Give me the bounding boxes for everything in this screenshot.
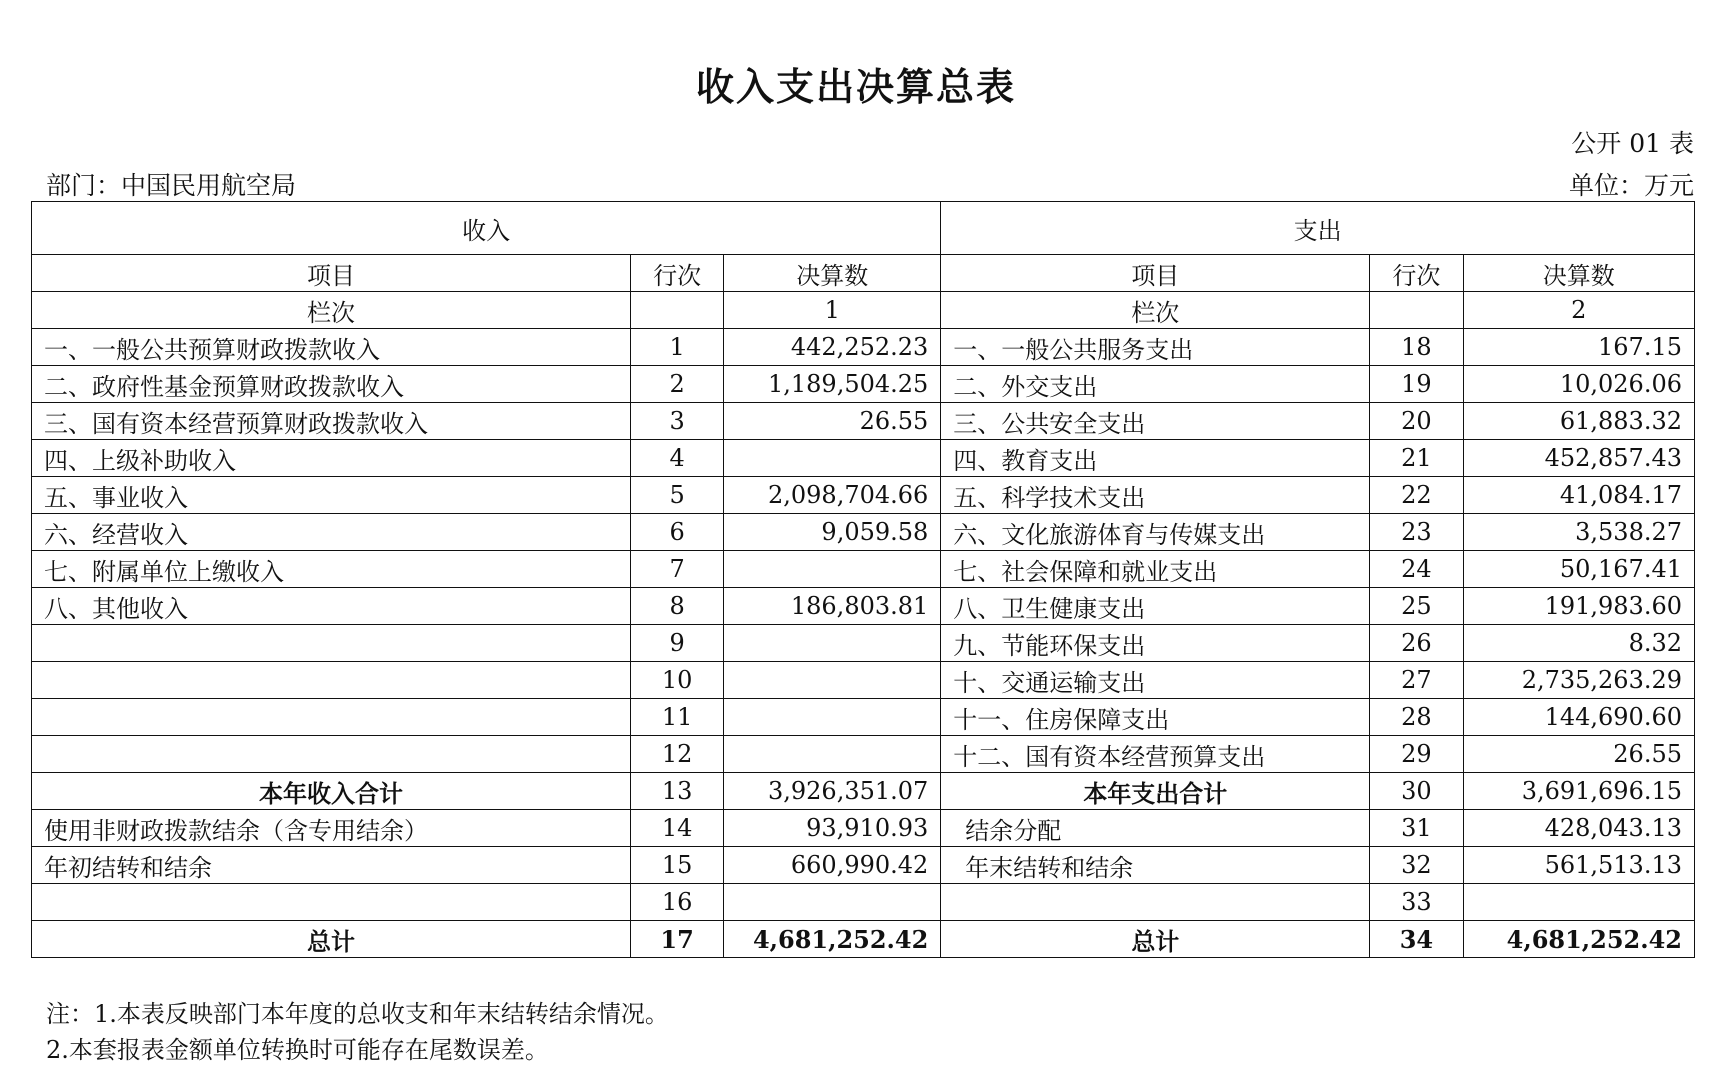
income-item-cell: 年初结转和结余 [32, 847, 631, 884]
table-row [32, 884, 1695, 921]
income-row-no-cell: 14 [631, 810, 724, 847]
income-item-cell [32, 884, 631, 921]
expense-row-no-cell: 31 [1370, 810, 1463, 847]
income-amount-cell: 4,681,252.42 [724, 921, 941, 958]
expense-column-number: 2 [1463, 292, 1694, 329]
income-amount-header: 决算数 [724, 255, 941, 292]
expense-amount-cell: 50,167.41 [1463, 551, 1694, 588]
expense-item-cell: 七、社会保障和就业支出 [941, 551, 1370, 588]
income-amount-cell: 9,059.58 [724, 514, 941, 551]
income-amount-cell: 186,803.81 [724, 588, 941, 625]
empty-cell [1370, 292, 1463, 329]
income-item-cell: 五、事业收入 [32, 477, 631, 514]
expense-amount-cell: 452,857.43 [1463, 440, 1694, 477]
table-row [32, 588, 1695, 625]
income-amount-cell: 3,926,351.07 [724, 773, 941, 810]
income-item-cell [32, 699, 631, 736]
income-column-label: 栏次 [32, 292, 631, 329]
income-row-no-cell: 2 [631, 366, 724, 403]
table-row [32, 440, 1695, 477]
expense-amount-cell: 10,026.06 [1463, 366, 1694, 403]
expense-item-cell: 三、公共安全支出 [941, 403, 1370, 440]
expense-item-cell: 六、文化旅游体育与传媒支出 [941, 514, 1370, 551]
report-title: 收入支出决算总表 [695, 65, 1016, 109]
income-row-no-cell: 11 [631, 699, 724, 736]
expense-amount-cell: 61,883.32 [1463, 403, 1694, 440]
expense-amount-cell: 144,690.60 [1463, 699, 1694, 736]
expense-amount-cell: 561,513.13 [1463, 847, 1694, 884]
expense-item-cell: 十一、住房保障支出 [941, 699, 1370, 736]
expense-item-cell: 八、卫生健康支出 [941, 588, 1370, 625]
income-amount-cell: 2,098,704.66 [724, 477, 941, 514]
expense-row-no-cell: 22 [1370, 477, 1463, 514]
income-row-no-cell: 8 [631, 588, 724, 625]
expense-amount-cell: 41,084.17 [1463, 477, 1694, 514]
expense-item-cell: 十二、国有资本经营预算支出 [941, 736, 1370, 773]
table-row [32, 810, 1695, 847]
table-row [32, 403, 1695, 440]
income-row-no-cell: 7 [631, 551, 724, 588]
column-number-row [32, 292, 1695, 329]
income-row-no-cell: 6 [631, 514, 724, 551]
expense-row-no-cell: 24 [1370, 551, 1463, 588]
income-amount-cell [724, 736, 941, 773]
income-amount-cell: 26.55 [724, 403, 941, 440]
income-item-cell: 八、其他收入 [32, 588, 631, 625]
expense-section-header: 支出 [941, 202, 1695, 255]
expense-amount-cell: 2,735,263.29 [1463, 662, 1694, 699]
expense-amount-cell: 191,983.60 [1463, 588, 1694, 625]
expense-item-cell: 总计 [941, 921, 1370, 958]
table-row [32, 514, 1695, 551]
income-row-no-cell: 13 [631, 773, 724, 810]
income-item-cell: 使用非财政拨款结余（含专用结余） [32, 810, 631, 847]
table-row [32, 477, 1695, 514]
expense-row-no-cell: 28 [1370, 699, 1463, 736]
table-row [32, 366, 1695, 403]
income-row-no-cell: 16 [631, 884, 724, 921]
income-item-cell: 六、经营收入 [32, 514, 631, 551]
expense-amount-cell: 428,043.13 [1463, 810, 1694, 847]
expense-amount-cell [1463, 884, 1694, 921]
expense-amount-cell: 167.15 [1463, 329, 1694, 366]
expense-row-no-cell: 30 [1370, 773, 1463, 810]
expense-amount-cell: 26.55 [1463, 736, 1694, 773]
section-header-row [32, 202, 1695, 255]
income-item-cell: 七、附属单位上缴收入 [32, 551, 631, 588]
income-row-no-cell: 4 [631, 440, 724, 477]
income-row-no-cell: 1 [631, 329, 724, 366]
expense-item-cell: 一、一般公共服务支出 [941, 329, 1370, 366]
expense-row-no-cell: 19 [1370, 366, 1463, 403]
expense-item-cell: 本年支出合计 [941, 773, 1370, 810]
income-item-cell: 总计 [32, 921, 631, 958]
income-item-cell: 二、政府性基金预算财政拨款收入 [32, 366, 631, 403]
expense-amount-cell: 3,691,696.15 [1463, 773, 1694, 810]
income-item-cell: 三、国有资本经营预算财政拨款收入 [32, 403, 631, 440]
total-row [32, 921, 1695, 958]
income-amount-cell: 93,910.93 [724, 810, 941, 847]
income-amount-cell [724, 699, 941, 736]
income-item-header: 项目 [32, 255, 631, 292]
expense-item-cell: 十、交通运输支出 [941, 662, 1370, 699]
income-amount-cell: 660,990.42 [724, 847, 941, 884]
expense-row-no-cell: 20 [1370, 403, 1463, 440]
unit-label: 单位：万元 [1568, 171, 1694, 200]
expense-item-cell [941, 884, 1370, 921]
income-row-no-cell: 12 [631, 736, 724, 773]
footnotes [46, 996, 669, 1068]
income-column-number: 1 [724, 292, 941, 329]
subtotal-row [32, 773, 1695, 810]
expense-row-no-cell: 26 [1370, 625, 1463, 662]
income-row-no-header: 行次 [631, 255, 724, 292]
income-amount-cell [724, 551, 941, 588]
table-row [32, 329, 1695, 366]
income-amount-cell: 1,189,504.25 [724, 366, 941, 403]
expense-amount-cell: 4,681,252.42 [1463, 921, 1694, 958]
expense-row-no-cell: 27 [1370, 662, 1463, 699]
income-section-header: 收入 [32, 202, 941, 255]
income-item-cell: 一、一般公共预算财政拨款收入 [32, 329, 631, 366]
income-expense-table [31, 201, 1695, 958]
expense-item-cell: 结余分配 [941, 810, 1370, 847]
table-row [32, 847, 1695, 884]
income-item-cell: 本年收入合计 [32, 773, 631, 810]
table-row [32, 699, 1695, 736]
expense-row-no-cell: 29 [1370, 736, 1463, 773]
income-amount-cell [724, 662, 941, 699]
table-row [32, 551, 1695, 588]
income-item-cell [32, 625, 631, 662]
expense-row-no-cell: 18 [1370, 329, 1463, 366]
expense-row-no-cell: 32 [1370, 847, 1463, 884]
income-item-cell: 四、上级补助收入 [32, 440, 631, 477]
income-row-no-cell: 9 [631, 625, 724, 662]
income-amount-cell [724, 884, 941, 921]
expense-row-no-cell: 34 [1370, 921, 1463, 958]
income-item-cell [32, 662, 631, 699]
expense-item-header: 项目 [941, 255, 1370, 292]
empty-cell [631, 292, 724, 329]
income-row-no-cell: 5 [631, 477, 724, 514]
income-row-no-cell: 3 [631, 403, 724, 440]
expense-column-label: 栏次 [941, 292, 1370, 329]
income-row-no-cell: 15 [631, 847, 724, 884]
expense-amount-cell: 3,538.27 [1463, 514, 1694, 551]
expense-row-no-cell: 21 [1370, 440, 1463, 477]
form-number: 公开 01 表 [1571, 129, 1694, 158]
income-amount-cell [724, 625, 941, 662]
expense-item-cell: 二、外交支出 [941, 366, 1370, 403]
income-item-cell [32, 736, 631, 773]
table-row [32, 625, 1695, 662]
expense-row-no-header: 行次 [1370, 255, 1463, 292]
expense-item-cell: 五、科学技术支出 [941, 477, 1370, 514]
income-row-no-cell: 17 [631, 921, 724, 958]
column-header-row [32, 255, 1695, 292]
expense-item-cell: 九、节能环保支出 [941, 625, 1370, 662]
income-amount-cell [724, 440, 941, 477]
income-row-no-cell: 10 [631, 662, 724, 699]
department-label: 部门：中国民用航空局 [46, 171, 297, 200]
table-row [32, 736, 1695, 773]
expense-row-no-cell: 23 [1370, 514, 1463, 551]
footnote-2: 2.本套报表金额单位转换时可能存在尾数误差。 [46, 1036, 549, 1064]
table-row [32, 662, 1695, 699]
expense-row-no-cell: 25 [1370, 588, 1463, 625]
income-amount-cell: 442,252.23 [724, 329, 941, 366]
footnote-1: 注：1.本表反映部门本年度的总收支和年末结转结余情况。 [46, 1000, 669, 1028]
expense-item-cell: 年末结转和结余 [941, 847, 1370, 884]
expense-row-no-cell: 33 [1370, 884, 1463, 921]
expense-item-cell: 四、教育支出 [941, 440, 1370, 477]
expense-amount-cell: 8.32 [1463, 625, 1694, 662]
expense-amount-header: 决算数 [1463, 255, 1694, 292]
